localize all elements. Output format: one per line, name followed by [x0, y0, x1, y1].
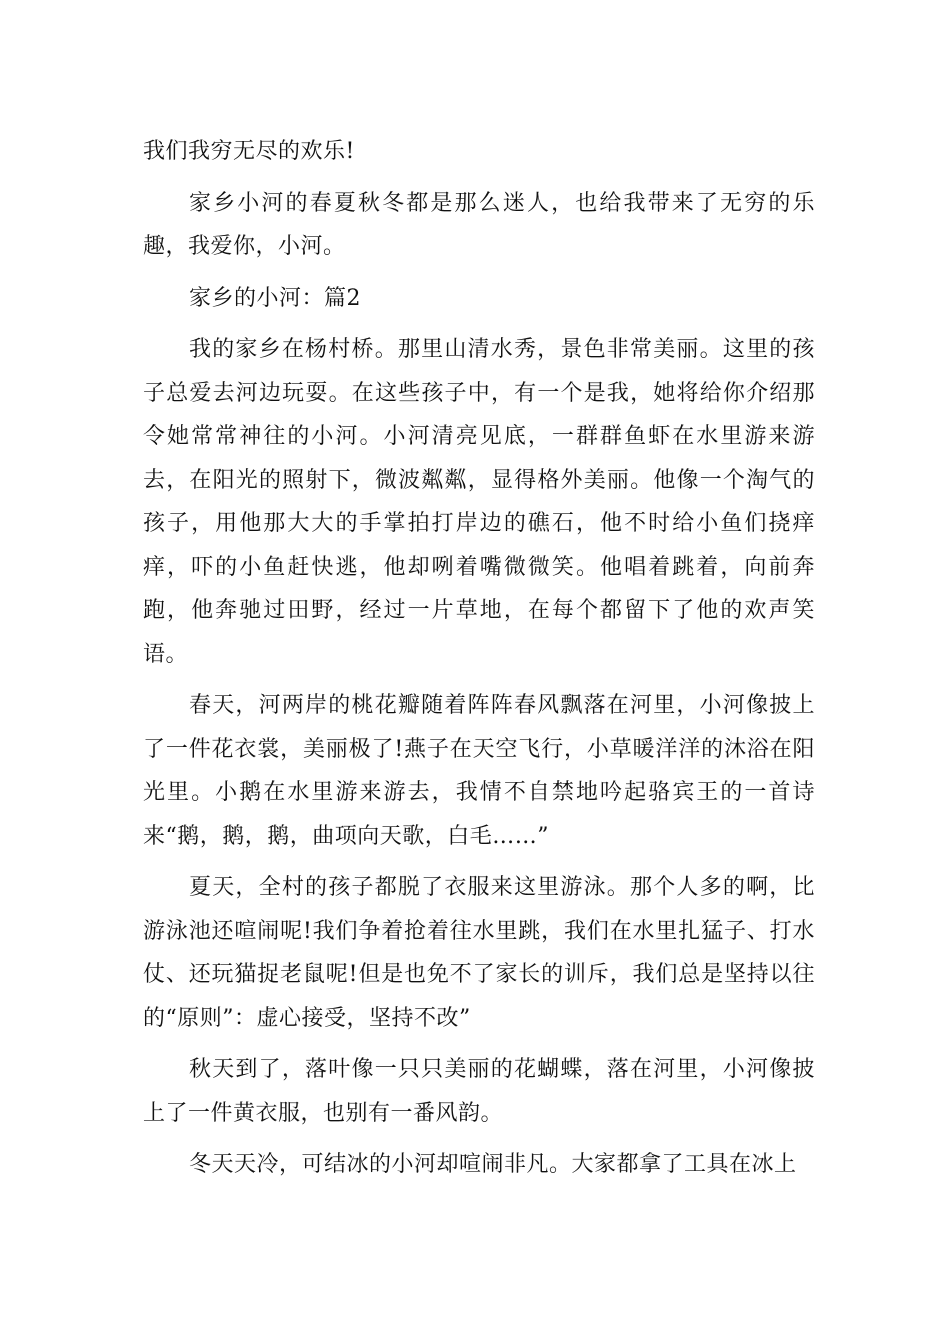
document-body [143, 130, 815, 1195]
paragraph-summary: 家乡小河的春夏秋冬都是那么迷人，也给我带来了无穷的乐趣，我爱你，小河。 [143, 190, 815, 259]
paragraph-intro: 我的家乡在杨村桥。那里山清水秀，景色非常美丽。这里的孩子总爱去河边玩耍。在这些孩子中，有一个是我，她将给你介绍那令她常常神往的小河。小河清亮见底，一群群鱼虾在水里游来游去，在阳光的照射下，微波粼粼，显得格外美丽。他像一个淘气的孩子，用他那大大的手掌拍打岸边的礁石，他不时给小鱼们挠痒痒，吓的小鱼赶快逃，他却咧着嘴微微笑。他唱着跳着，向前奔跑，他奔驰过田野，经过一片草地，在每个都留下了他的欢声笑语。 [143, 337, 815, 667]
section-heading: 家乡的小河：篇2 [189, 285, 361, 311]
paragraph-summer: 夏天，全村的孩子都脱了衣服来这里游泳。那个人多的啊，比游泳池还喧闹呢!我们争着抢着往水里跳，我们在水里扎猛子、打水仗、还玩猫捉老鼠呢!但是也免不了家长的训斥，我们总是坚持以往的“原则”：虚心接受，坚持不改” [143, 875, 815, 1031]
paragraph-autumn: 秋天到了，落叶像一只只美丽的花蝴蝶，落在河里，小河像披上了一件黄衣服，也别有一番风韵。 [143, 1057, 815, 1126]
paragraph-winter: 冬天天冷，可结冰的小河却喧闹非凡。大家都拿了工具在冰上 [189, 1152, 797, 1177]
paragraph-spring: 春天，河两岸的桃花瓣随着阵阵春风飘落在河里，小河像披上了一件花衣裳，美丽极了!燕子在天空飞行，小草暖洋洋的沐浴在阳光里。小鹅在水里游来游去，我情不自禁地吟起骆宾王的一首诗来“鹅，鹅，鹅，曲项向天歌，白毛……” [143, 693, 815, 849]
paragraph-continuation: 我们我穷无尽的欢乐! [143, 139, 355, 164]
